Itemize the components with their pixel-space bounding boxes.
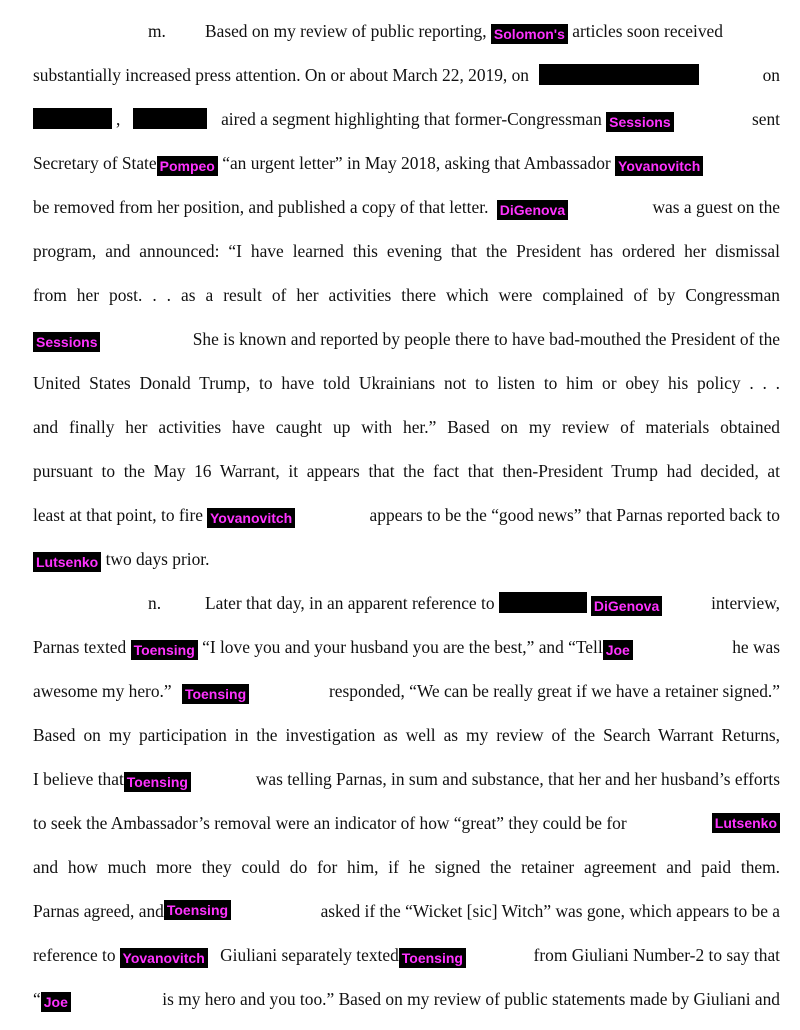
redaction-label-toensing: Toensing [124, 772, 191, 792]
para-m-line-13 [33, 544, 780, 574]
para-m-line-4 [33, 148, 780, 178]
redaction-label-sessions: Sessions [606, 112, 673, 132]
para-m-line-6: program, and announced: “I have learned this evening that the President has ordered her dismissal [33, 241, 780, 261]
redaction-block [539, 64, 699, 85]
redaction-label-yovanovitch: Yovanovitch [120, 948, 208, 968]
para-m-line-11: pursuant to the May 16 Warrant, it appears that the fact that then-President Trump had decided, at [33, 461, 780, 481]
para-n-marker: n. [148, 593, 162, 613]
para-n-line-9 [33, 940, 780, 970]
text: Based on my review of public reporting, [205, 21, 487, 41]
redaction-label-lutsenko: Lutsenko [33, 552, 101, 572]
para-n-line-7: and how much more they could do for him, if he signed the retainer agreement and paid them. [33, 857, 780, 877]
text: I believe that [33, 769, 124, 789]
text: awesome my hero.” [33, 681, 172, 701]
text: articles soon received [572, 21, 723, 41]
text: appears to be the “good news” that Parnas reported back to [369, 505, 780, 525]
para-n-line-3 [33, 676, 780, 706]
text: least at that point, to fire [33, 505, 203, 525]
text: “an urgent letter” in May 2018, asking that Ambassador [222, 153, 611, 173]
redaction-block [499, 592, 587, 613]
para-n-line-5 [33, 764, 780, 794]
text: sent [751, 109, 780, 129]
redaction-block [133, 108, 207, 129]
text: two days prior. [105, 549, 210, 569]
text: was telling Parnas, in sum and substance, that her and her husband’s efforts [255, 769, 780, 789]
redaction-label-lutsenko: Lutsenko [712, 813, 780, 833]
text: is my hero and you too.” Based on my review of public statements made by Giuliani and [162, 989, 780, 1009]
redaction-label-toensing: Toensing [131, 640, 198, 660]
text: reference to [33, 945, 116, 965]
para-m-line-1 [148, 16, 780, 46]
text: substantially increased press attention. On or about March 22, 2019, on [33, 65, 530, 85]
para-n-line-2 [33, 632, 780, 662]
text: was a guest on the [652, 197, 780, 217]
para-m-line-2 [33, 60, 780, 90]
redaction-label-yovanovitch: Yovanovitch [615, 156, 703, 176]
redaction-label-digenova: DiGenova [497, 200, 568, 220]
text: he was [732, 637, 780, 657]
text: “ [33, 989, 41, 1009]
text: asked if the “Wicket [sic] Witch” was gone, which appears to be a [320, 901, 780, 921]
text: Giuliani separately texted [220, 945, 399, 965]
text: responded, “We can be really great if we have a retainer signed.” [328, 681, 780, 701]
para-n-line-1 [148, 588, 780, 618]
text: aired a segment highlighting that former-Congressman [221, 109, 602, 129]
para-n-line-6 [33, 808, 780, 838]
para-n-line-4: Based on my participation in the investigation as well as my review of the Search Warrant Returns, [33, 725, 780, 745]
text: on [762, 65, 780, 85]
text: She is known and reported by people there to have bad-mouthed the President of the [192, 329, 780, 349]
text: interview, [711, 593, 780, 613]
redaction-label-toensing: Toensing [164, 900, 231, 920]
para-n-line-10 [33, 984, 780, 1014]
para-n-line-8 [33, 896, 780, 926]
redaction-label-joe: Joe [41, 992, 71, 1012]
para-m-line-9: United States Donald Trump, to have told Ukrainians not to listen to him or obey his policy . . . [33, 373, 780, 393]
text: Parnas texted [33, 637, 127, 657]
text: , [116, 109, 121, 129]
para-m-line-8 [33, 324, 780, 354]
redaction-label-joe: Joe [603, 640, 633, 660]
text: Parnas agreed, and [33, 901, 164, 921]
redaction-label-solomon: Solomon's [491, 24, 568, 44]
text: Secretary of State [33, 153, 157, 173]
text: from Giuliani Number-2 to say that [533, 945, 780, 965]
redaction-label-digenova: DiGenova [591, 596, 662, 616]
para-m-line-7: from her post. . . as a result of her activities there which were complained of by Congressman [33, 285, 780, 305]
redaction-label-pompeo: Pompeo [157, 156, 218, 176]
text: to seek the Ambassador’s removal were an indicator of how “great” they could be for [33, 813, 627, 833]
text: Later that day, in an apparent reference to [205, 593, 495, 613]
text: be removed from her position, and published a copy of that letter. [33, 197, 489, 217]
redaction-label-sessions: Sessions [33, 332, 100, 352]
para-m-line-12 [33, 500, 780, 530]
redaction-block [33, 108, 112, 129]
redaction-label-toensing: Toensing [182, 684, 249, 704]
para-m-marker: m. [148, 21, 166, 41]
redaction-label-toensing: Toensing [399, 948, 466, 968]
para-m-line-3 [33, 104, 780, 134]
para-m-line-5 [33, 192, 780, 222]
redaction-label-yovanovitch: Yovanovitch [207, 508, 295, 528]
text: “I love you and your husband you are the best,” and “Tell [202, 637, 603, 657]
para-m-line-10: and finally her activities have caught up with her.” Based on my review of materials obtained [33, 417, 780, 437]
